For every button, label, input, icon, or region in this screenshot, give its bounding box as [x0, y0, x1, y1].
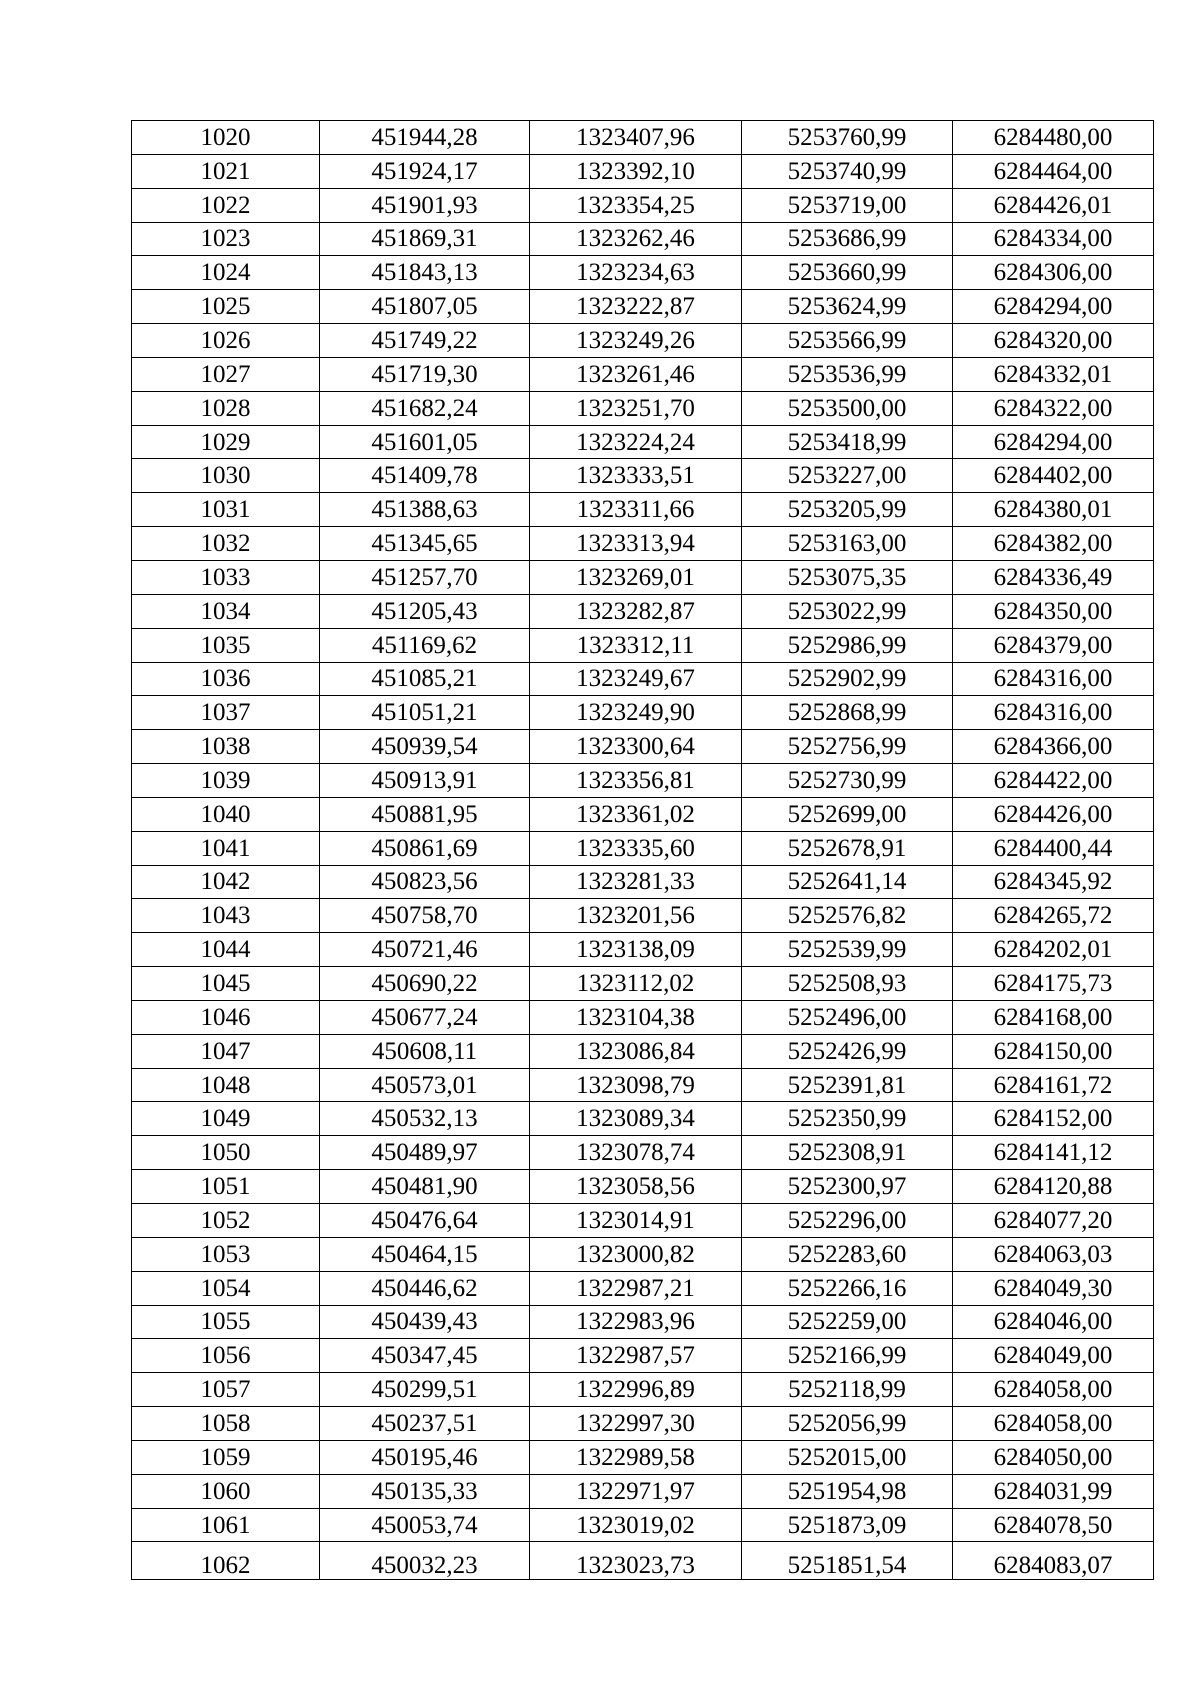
table-row [132, 391, 1154, 425]
x-coordinate-cell: 450823,56 [320, 865, 530, 899]
y-msk-cell: 6284316,00 [953, 662, 1154, 696]
x-msk-cell: 5252699,00 [742, 797, 953, 831]
y-msk-cell: 6284265,72 [953, 899, 1154, 933]
x-msk-cell: 5252902,99 [742, 662, 953, 696]
table-row [132, 1542, 1154, 1580]
table-row [132, 1237, 1154, 1271]
table-row [132, 1170, 1154, 1204]
point-number-cell: 1041 [132, 831, 320, 865]
x-msk-cell: 5252496,00 [742, 1000, 953, 1034]
x-msk-cell: 5252391,81 [742, 1068, 953, 1102]
x-msk-cell: 5252308,91 [742, 1136, 953, 1170]
table-row [132, 527, 1154, 561]
y-coordinate-cell: 1323392,10 [530, 154, 742, 188]
table-row [132, 1305, 1154, 1339]
y-msk-cell: 6284175,73 [953, 967, 1154, 1001]
x-msk-cell: 5251954,98 [742, 1474, 953, 1508]
table-row [132, 797, 1154, 831]
point-number-cell: 1038 [132, 730, 320, 764]
y-coordinate-cell: 1323098,79 [530, 1068, 742, 1102]
y-msk-cell: 6284379,00 [953, 628, 1154, 662]
point-number-cell: 1057 [132, 1373, 320, 1407]
x-msk-cell: 5253686,99 [742, 222, 953, 256]
y-msk-cell: 6284050,00 [953, 1440, 1154, 1474]
y-msk-cell: 6284294,00 [953, 425, 1154, 459]
y-msk-cell: 6284049,00 [953, 1339, 1154, 1373]
y-msk-cell: 6284380,01 [953, 493, 1154, 527]
x-msk-cell: 5252756,99 [742, 730, 953, 764]
point-number-cell: 1039 [132, 764, 320, 798]
table-row [132, 1407, 1154, 1441]
y-msk-cell: 6284058,00 [953, 1407, 1154, 1441]
table-row [132, 1102, 1154, 1136]
table-row [132, 865, 1154, 899]
x-msk-cell: 5252576,82 [742, 899, 953, 933]
y-msk-cell: 6284120,88 [953, 1170, 1154, 1204]
point-number-cell: 1023 [132, 222, 320, 256]
point-number-cell: 1026 [132, 324, 320, 358]
point-number-cell: 1043 [132, 899, 320, 933]
point-number-cell: 1052 [132, 1204, 320, 1238]
point-number-cell: 1022 [132, 188, 320, 222]
y-coordinate-cell: 1323112,02 [530, 967, 742, 1001]
y-coordinate-cell: 1323407,96 [530, 121, 742, 155]
x-coordinate-cell: 451901,93 [320, 188, 530, 222]
x-coordinate-cell: 450913,91 [320, 764, 530, 798]
x-coordinate-cell: 451924,17 [320, 154, 530, 188]
x-msk-cell: 5252539,99 [742, 933, 953, 967]
y-msk-cell: 6284366,00 [953, 730, 1154, 764]
y-msk-cell: 6284150,00 [953, 1034, 1154, 1068]
y-coordinate-cell: 1323312,11 [530, 628, 742, 662]
table-row [132, 1339, 1154, 1373]
table-row [132, 1136, 1154, 1170]
point-number-cell: 1047 [132, 1034, 320, 1068]
y-msk-cell: 6284058,00 [953, 1373, 1154, 1407]
point-number-cell: 1042 [132, 865, 320, 899]
x-coordinate-cell: 450573,01 [320, 1068, 530, 1102]
x-coordinate-cell: 450677,24 [320, 1000, 530, 1034]
x-coordinate-cell: 451807,05 [320, 290, 530, 324]
table-row [132, 628, 1154, 662]
point-number-cell: 1040 [132, 797, 320, 831]
y-coordinate-cell: 1323262,46 [530, 222, 742, 256]
point-number-cell: 1024 [132, 256, 320, 290]
point-number-cell: 1035 [132, 628, 320, 662]
x-msk-cell: 5252296,00 [742, 1204, 953, 1238]
x-msk-cell: 5253205,99 [742, 493, 953, 527]
y-coordinate-cell: 1323222,87 [530, 290, 742, 324]
point-number-cell: 1046 [132, 1000, 320, 1034]
y-coordinate-cell: 1323333,51 [530, 459, 742, 493]
y-msk-cell: 6284422,00 [953, 764, 1154, 798]
x-msk-cell: 5252508,93 [742, 967, 953, 1001]
point-number-cell: 1045 [132, 967, 320, 1001]
table-row [132, 154, 1154, 188]
x-coordinate-cell: 450299,51 [320, 1373, 530, 1407]
x-coordinate-cell: 450489,97 [320, 1136, 530, 1170]
y-coordinate-cell: 1322987,21 [530, 1271, 742, 1305]
x-coordinate-cell: 451169,62 [320, 628, 530, 662]
x-msk-cell: 5252986,99 [742, 628, 953, 662]
y-coordinate-cell: 1323281,33 [530, 865, 742, 899]
y-msk-cell: 6284402,00 [953, 459, 1154, 493]
table-row [132, 1271, 1154, 1305]
point-number-cell: 1028 [132, 391, 320, 425]
y-coordinate-cell: 1323335,60 [530, 831, 742, 865]
x-coordinate-cell: 451719,30 [320, 357, 530, 391]
y-coordinate-cell: 1323078,74 [530, 1136, 742, 1170]
y-coordinate-cell: 1323311,66 [530, 493, 742, 527]
y-coordinate-cell: 1323251,70 [530, 391, 742, 425]
x-msk-cell: 5252118,99 [742, 1373, 953, 1407]
x-coordinate-cell: 450532,13 [320, 1102, 530, 1136]
x-coordinate-cell: 450861,69 [320, 831, 530, 865]
x-coordinate-cell: 450939,54 [320, 730, 530, 764]
y-msk-cell: 6284031,99 [953, 1474, 1154, 1508]
x-coordinate-cell: 451409,78 [320, 459, 530, 493]
y-coordinate-cell: 1323261,46 [530, 357, 742, 391]
point-number-cell: 1061 [132, 1508, 320, 1542]
table-row [132, 425, 1154, 459]
x-msk-cell: 5253075,35 [742, 560, 953, 594]
point-number-cell: 1062 [132, 1542, 320, 1580]
table-row [132, 594, 1154, 628]
x-coordinate-cell: 451388,63 [320, 493, 530, 527]
x-coordinate-cell: 450464,15 [320, 1237, 530, 1271]
x-coordinate-cell: 451944,28 [320, 121, 530, 155]
y-coordinate-cell: 1323201,56 [530, 899, 742, 933]
y-msk-cell: 6284336,49 [953, 560, 1154, 594]
table-row [132, 256, 1154, 290]
y-msk-cell: 6284382,00 [953, 527, 1154, 561]
x-coordinate-cell: 450195,46 [320, 1440, 530, 1474]
x-coordinate-cell: 451749,22 [320, 324, 530, 358]
table-row [132, 493, 1154, 527]
x-coordinate-cell: 451085,21 [320, 662, 530, 696]
y-coordinate-cell: 1322996,89 [530, 1373, 742, 1407]
x-msk-cell: 5253566,99 [742, 324, 953, 358]
x-msk-cell: 5253536,99 [742, 357, 953, 391]
table-row [132, 188, 1154, 222]
point-number-cell: 1031 [132, 493, 320, 527]
table-row [132, 121, 1154, 155]
y-msk-cell: 6284322,00 [953, 391, 1154, 425]
y-coordinate-cell: 1322971,97 [530, 1474, 742, 1508]
table-row [132, 324, 1154, 358]
y-coordinate-cell: 1323249,67 [530, 662, 742, 696]
y-coordinate-cell: 1323282,87 [530, 594, 742, 628]
y-coordinate-cell: 1323249,26 [530, 324, 742, 358]
y-coordinate-cell: 1323138,09 [530, 933, 742, 967]
point-number-cell: 1059 [132, 1440, 320, 1474]
point-number-cell: 1036 [132, 662, 320, 696]
table-row [132, 560, 1154, 594]
y-coordinate-cell: 1323000,82 [530, 1237, 742, 1271]
y-msk-cell: 6284464,00 [953, 154, 1154, 188]
y-msk-cell: 6284334,00 [953, 222, 1154, 256]
x-msk-cell: 5253624,99 [742, 290, 953, 324]
table-row [132, 831, 1154, 865]
y-msk-cell: 6284078,50 [953, 1508, 1154, 1542]
x-msk-cell: 5252166,99 [742, 1339, 953, 1373]
table-row [132, 222, 1154, 256]
x-msk-cell: 5253227,00 [742, 459, 953, 493]
y-msk-cell: 6284294,00 [953, 290, 1154, 324]
y-msk-cell: 6284400,44 [953, 831, 1154, 865]
table-row [132, 459, 1154, 493]
y-msk-cell: 6284345,92 [953, 865, 1154, 899]
x-msk-cell: 5253163,00 [742, 527, 953, 561]
table-row [132, 696, 1154, 730]
y-msk-cell: 6284077,20 [953, 1204, 1154, 1238]
point-number-cell: 1049 [132, 1102, 320, 1136]
point-number-cell: 1030 [132, 459, 320, 493]
x-msk-cell: 5253719,00 [742, 188, 953, 222]
x-msk-cell: 5253740,99 [742, 154, 953, 188]
x-coordinate-cell: 450053,74 [320, 1508, 530, 1542]
x-msk-cell: 5252266,16 [742, 1271, 953, 1305]
y-coordinate-cell: 1323023,73 [530, 1542, 742, 1580]
table-row [132, 933, 1154, 967]
table-row [132, 967, 1154, 1001]
x-coordinate-cell: 451205,43 [320, 594, 530, 628]
y-msk-cell: 6284161,72 [953, 1068, 1154, 1102]
x-msk-cell: 5253760,99 [742, 121, 953, 155]
x-coordinate-cell: 451345,65 [320, 527, 530, 561]
point-number-cell: 1053 [132, 1237, 320, 1271]
y-msk-cell: 6284426,00 [953, 797, 1154, 831]
y-msk-cell: 6284332,01 [953, 357, 1154, 391]
y-msk-cell: 6284320,00 [953, 324, 1154, 358]
y-coordinate-cell: 1323361,02 [530, 797, 742, 831]
x-msk-cell: 5252300,97 [742, 1170, 953, 1204]
y-coordinate-cell: 1323019,02 [530, 1508, 742, 1542]
point-number-cell: 1025 [132, 290, 320, 324]
point-number-cell: 1044 [132, 933, 320, 967]
x-coordinate-cell: 451257,70 [320, 560, 530, 594]
table-row [132, 1373, 1154, 1407]
y-msk-cell: 6284083,07 [953, 1542, 1154, 1580]
x-coordinate-cell: 450758,70 [320, 899, 530, 933]
point-number-cell: 1021 [132, 154, 320, 188]
point-number-cell: 1058 [132, 1407, 320, 1441]
x-msk-cell: 5252259,00 [742, 1305, 953, 1339]
y-msk-cell: 6284426,01 [953, 188, 1154, 222]
table-row [132, 899, 1154, 933]
y-msk-cell: 6284046,00 [953, 1305, 1154, 1339]
x-msk-cell: 5252730,99 [742, 764, 953, 798]
y-msk-cell: 6284350,00 [953, 594, 1154, 628]
point-number-cell: 1048 [132, 1068, 320, 1102]
table-row [132, 1034, 1154, 1068]
y-coordinate-cell: 1322989,58 [530, 1440, 742, 1474]
point-number-cell: 1055 [132, 1305, 320, 1339]
x-coordinate-cell: 451601,05 [320, 425, 530, 459]
y-coordinate-cell: 1322983,96 [530, 1305, 742, 1339]
x-coordinate-cell: 451682,24 [320, 391, 530, 425]
y-msk-cell: 6284480,00 [953, 121, 1154, 155]
x-coordinate-cell: 450476,64 [320, 1204, 530, 1238]
table-row [132, 1000, 1154, 1034]
y-coordinate-cell: 1323354,25 [530, 188, 742, 222]
point-number-cell: 1032 [132, 527, 320, 561]
x-msk-cell: 5253022,99 [742, 594, 953, 628]
point-number-cell: 1029 [132, 425, 320, 459]
point-number-cell: 1056 [132, 1339, 320, 1373]
point-number-cell: 1027 [132, 357, 320, 391]
x-coordinate-cell: 450690,22 [320, 967, 530, 1001]
y-coordinate-cell: 1323269,01 [530, 560, 742, 594]
table-row [132, 1474, 1154, 1508]
x-msk-cell: 5253418,99 [742, 425, 953, 459]
x-coordinate-cell: 450481,90 [320, 1170, 530, 1204]
coordinates-table-body [132, 121, 1154, 1580]
x-coordinate-cell: 450881,95 [320, 797, 530, 831]
y-coordinate-cell: 1323089,34 [530, 1102, 742, 1136]
y-msk-cell: 6284152,00 [953, 1102, 1154, 1136]
point-number-cell: 1033 [132, 560, 320, 594]
x-msk-cell: 5252283,60 [742, 1237, 953, 1271]
x-msk-cell: 5253660,99 [742, 256, 953, 290]
x-msk-cell: 5252868,99 [742, 696, 953, 730]
x-coordinate-cell: 450237,51 [320, 1407, 530, 1441]
y-coordinate-cell: 1323356,81 [530, 764, 742, 798]
y-coordinate-cell: 1323313,94 [530, 527, 742, 561]
table-row [132, 1068, 1154, 1102]
x-msk-cell: 5253500,00 [742, 391, 953, 425]
x-msk-cell: 5252641,14 [742, 865, 953, 899]
table-row [132, 662, 1154, 696]
point-number-cell: 1054 [132, 1271, 320, 1305]
table-row [132, 1440, 1154, 1474]
y-coordinate-cell: 1323086,84 [530, 1034, 742, 1068]
y-msk-cell: 6284316,00 [953, 696, 1154, 730]
y-msk-cell: 6284049,30 [953, 1271, 1154, 1305]
x-msk-cell: 5252350,99 [742, 1102, 953, 1136]
point-number-cell: 1060 [132, 1474, 320, 1508]
point-number-cell: 1050 [132, 1136, 320, 1170]
y-msk-cell: 6284063,03 [953, 1237, 1154, 1271]
x-coordinate-cell: 450446,62 [320, 1271, 530, 1305]
table-row [132, 730, 1154, 764]
x-coordinate-cell: 451843,13 [320, 256, 530, 290]
table-row [132, 1508, 1154, 1542]
y-msk-cell: 6284306,00 [953, 256, 1154, 290]
y-msk-cell: 6284141,12 [953, 1136, 1154, 1170]
y-coordinate-cell: 1323224,24 [530, 425, 742, 459]
y-coordinate-cell: 1322987,57 [530, 1339, 742, 1373]
x-msk-cell: 5252056,99 [742, 1407, 953, 1441]
x-coordinate-cell: 450608,11 [320, 1034, 530, 1068]
table-row [132, 764, 1154, 798]
y-coordinate-cell: 1323249,90 [530, 696, 742, 730]
x-msk-cell: 5252678,91 [742, 831, 953, 865]
table-row [132, 290, 1154, 324]
x-coordinate-cell: 451051,21 [320, 696, 530, 730]
x-coordinate-cell: 450721,46 [320, 933, 530, 967]
x-coordinate-cell: 450135,33 [320, 1474, 530, 1508]
y-coordinate-cell: 1323058,56 [530, 1170, 742, 1204]
x-msk-cell: 5252426,99 [742, 1034, 953, 1068]
table-row [132, 357, 1154, 391]
x-msk-cell: 5251873,09 [742, 1508, 953, 1542]
y-coordinate-cell: 1323104,38 [530, 1000, 742, 1034]
table-row [132, 1204, 1154, 1238]
x-msk-cell: 5251851,54 [742, 1542, 953, 1580]
point-number-cell: 1051 [132, 1170, 320, 1204]
y-coordinate-cell: 1323014,91 [530, 1204, 742, 1238]
x-coordinate-cell: 451869,31 [320, 222, 530, 256]
y-msk-cell: 6284202,01 [953, 933, 1154, 967]
y-coordinate-cell: 1322997,30 [530, 1407, 742, 1441]
point-number-cell: 1037 [132, 696, 320, 730]
x-coordinate-cell: 450032,23 [320, 1542, 530, 1580]
x-coordinate-cell: 450439,43 [320, 1305, 530, 1339]
point-number-cell: 1034 [132, 594, 320, 628]
y-coordinate-cell: 1323234,63 [530, 256, 742, 290]
x-coordinate-cell: 450347,45 [320, 1339, 530, 1373]
y-msk-cell: 6284168,00 [953, 1000, 1154, 1034]
point-number-cell: 1020 [132, 121, 320, 155]
x-msk-cell: 5252015,00 [742, 1440, 953, 1474]
coordinates-table [131, 120, 1154, 1580]
y-coordinate-cell: 1323300,64 [530, 730, 742, 764]
